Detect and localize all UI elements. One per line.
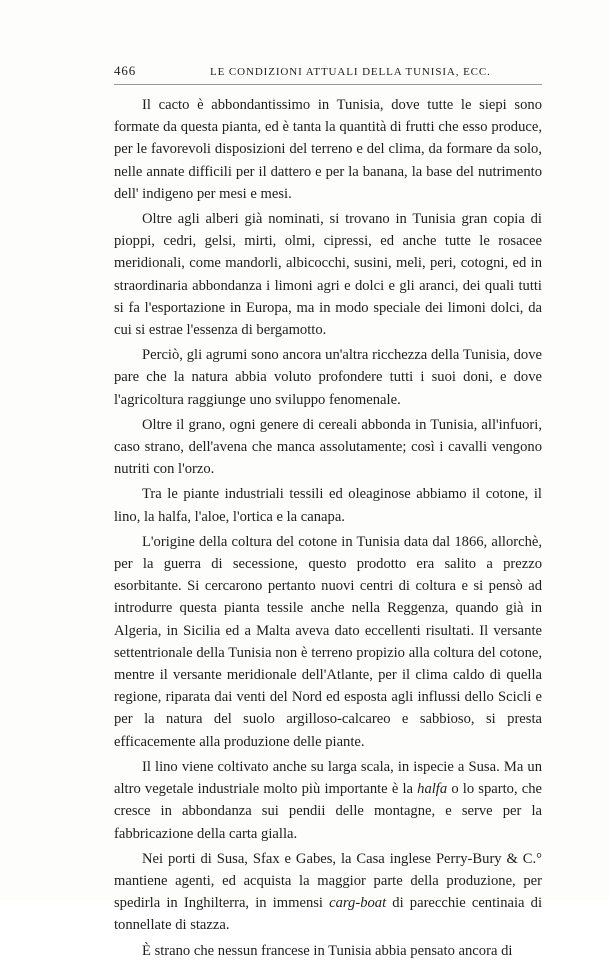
- paragraph-cotone: L'origine della coltura del cotone in Tunisia data dal 1866, allorchè, per la guerra di secessione, questo prodotto era salito a prezzo esorbitante. Si cercarono pertanto nuovi centri di coltura e si pensò ad introdurre questa pianta tessile anche nella Reggenza, quando già in Algeria, in Sicilia ed a Malta aveva dato eccellenti risultati. Il versante settentrionale della Tunisia non è terreno propizio alla coltura del cotone, mentre il versante meridionale dell'Atlante, per il clima caldo di quella regione, riparata dai venti del Nord ed esposta agli influssi dello Scicli e per la natura del suolo argilloso-calcareo e sabbioso, si presta efficacemente alla produzione delle piante.: [114, 533, 542, 750]
- paragraph-alberi: Oltre agli alberi già nominati, si trovano in Tunisia gran copia di pioppi, cedri, gelsi, mirti, olmi, cipressi, ed anche tutte le rosacee meridionali, come mandorli, albicocchi, susini, meli, peri, cotogni, ed in straordinaria abbondanza i limoni agri e dolci e gli aranci, dei quali tutti si fa l'esportazione in Europa, ma in modo speciale dei limoni dolci, da cui si estrae l'essenza di bergamotto.: [114, 211, 542, 339]
- paragraph-piante-industriali: Tra le piante industriali tessili ed oleaginose abbiamo il cotone, il lino, la halfa, l'aloe, l'ortica e la canapa.: [114, 486, 542, 525]
- paragraph-strano: È strano che nessun francese in Tunisia abbia pensato ancora di: [142, 942, 513, 959]
- text-span: Il lino viene coltivato anche su larga scala, in ispecie a Susa. Ma un altro vegetale industriale molto più importante è la: [114, 758, 542, 798]
- paragraph-lino-halfa: [114, 756, 542, 845]
- paragraph-porti: [114, 848, 542, 937]
- paragraph-cacto: Il cacto è abbondantissimo in Tunisia, dove tutte le siepi sono formate da questa pianta, ed è tanta la quantità di frutti che esso produce, per le favorevoli disposizioni del terreno e del clima, da formare da solo, nelle annate difficili per il dattero e per la banana, la base del nutrimento dell' indigeno per mesi e mesi.: [114, 97, 542, 202]
- paragraph-agrumi: Perciò, gli agrumi sono ancora un'altra ricchezza della Tunisia, dove pare che la natura abbia voluto profondere tutti i suoi doni, e dove l'agricoltura raggiunge uno sviluppo fenomenale.: [114, 347, 542, 408]
- text-span: di parecchie centinaia di tonnellate di stazza.: [114, 895, 543, 934]
- text-span: o lo sparto, che cresce in abbondanza sui pendii delle montagne, e serve per la fabbricazione della carta gialla.: [114, 781, 542, 842]
- paragraph-grano: Oltre il grano, ogni genere di cereali abbonda in Tunisia, all'infuori, caso strano, dell'avena che manca assolutamente; così i cavalli vengono nutriti con l'orzo.: [114, 416, 542, 478]
- running-title: LE CONDIZIONI ATTUALI DELLA TUNISIA, ECC.: [210, 66, 491, 78]
- running-header: [114, 62, 542, 85]
- italic-term-halfa: halfa: [417, 781, 448, 798]
- body-text: [114, 94, 542, 965]
- text-span: Nei porti di Susa, Sfax e Gabes, la Casa inglese Perry-Bury & C.° mantiene agenti, ed acquista la maggior parte della produzione, per spedirla in Inghilterra, in immensi: [114, 850, 542, 912]
- italic-term-carg-boat: carg-boat: [329, 895, 387, 912]
- page-number: 466: [114, 63, 137, 78]
